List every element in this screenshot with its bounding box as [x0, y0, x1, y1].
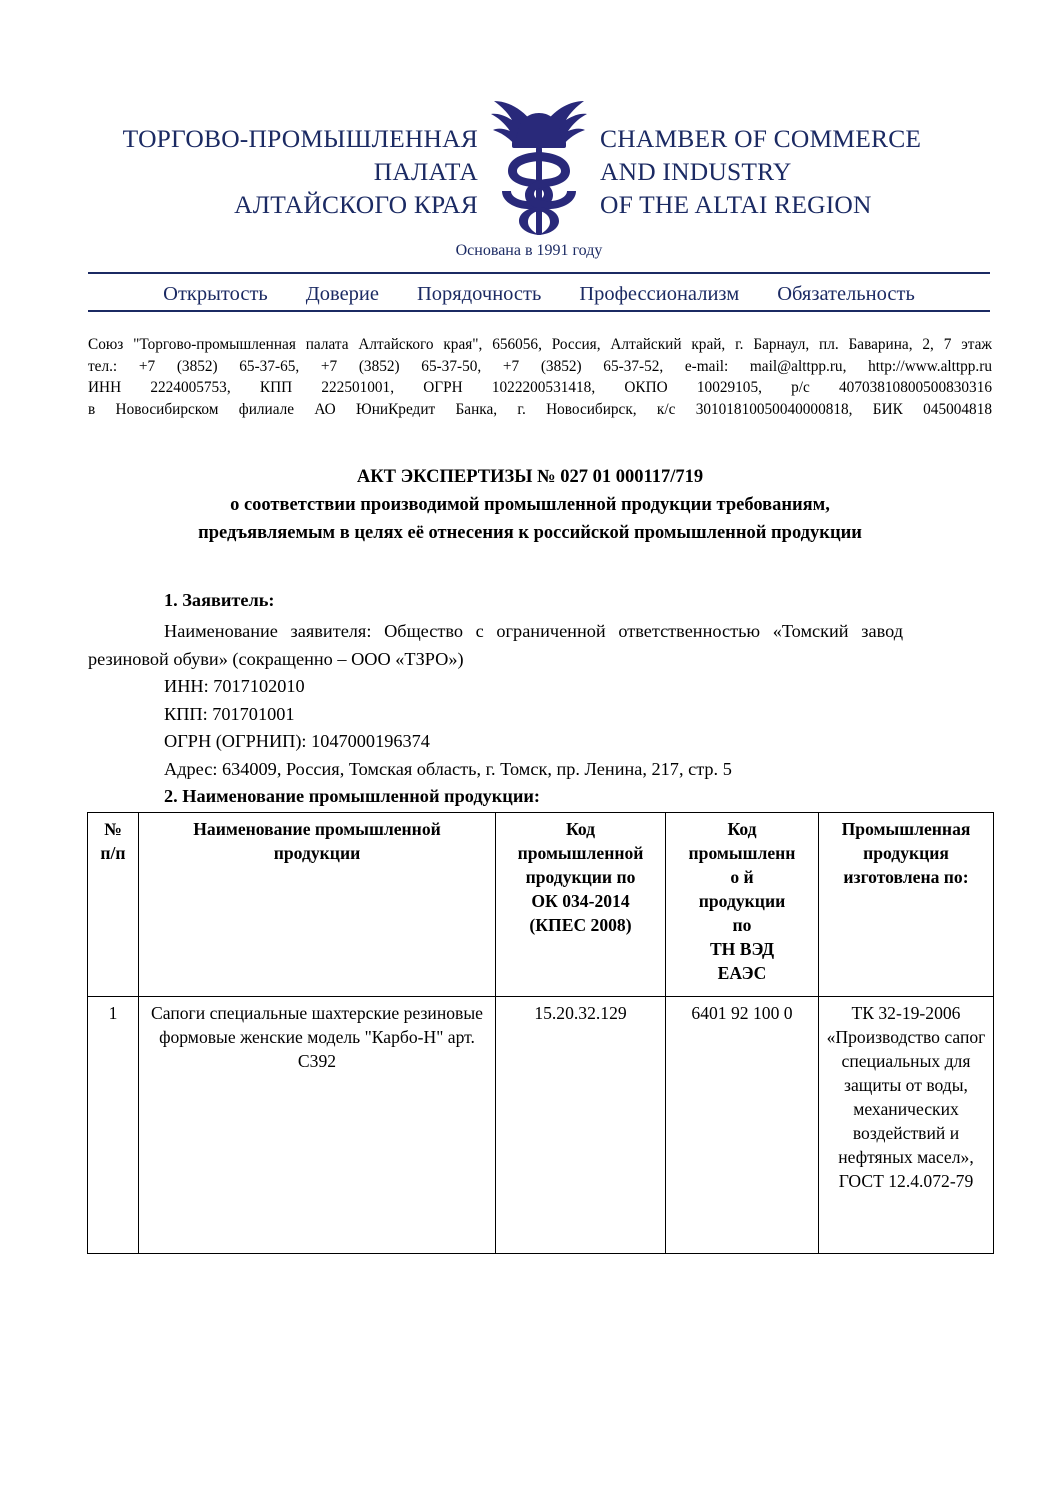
- letterhead: [88, 95, 990, 240]
- motto-item-professionalism: Профессионализм: [579, 282, 740, 305]
- letterhead-russian-name: [88, 95, 488, 221]
- column-header-tnved-code-line-6: ТН ВЭД: [709, 939, 775, 959]
- column-header-ok-code-line-1: Код: [565, 819, 596, 839]
- letterhead-ru-line-2: ПАЛАТА: [373, 157, 478, 186]
- column-header-tnved-code-line-1: Код: [727, 819, 757, 839]
- column-header-number-line-2: п/п: [100, 843, 126, 863]
- letterhead-en-line-2: AND INDUSTRY: [600, 157, 792, 186]
- column-header-ok-code-line-5: (КПЕС 2008): [529, 915, 632, 935]
- letterhead-en-line-3: OF THE ALTAI REGION: [600, 190, 872, 219]
- column-header-tnved-code-line-5: по: [732, 915, 752, 935]
- column-header-manufactured-per-line-2: продукция: [863, 843, 949, 863]
- contact-line-phone-email: тел.: +7 (3852) 65-37-65, +7 (3852) 65-37-50, +7 (3852) 65-37-52, e-mail: mail@alttpp.ru, http://www.alttpp.ru: [88, 357, 992, 375]
- letterhead-divider-bottom: [88, 310, 990, 312]
- table-row: [88, 997, 994, 1254]
- section-2-heading: 2. Наименование промышленной продукции:: [164, 786, 540, 806]
- column-header-manufactured-per: [819, 813, 994, 997]
- column-header-tnved-code-line-3: о й: [730, 867, 754, 887]
- caduceus-emblem-icon: [488, 95, 590, 237]
- letterhead-ru-line-1: ТОРГОВО-ПРОМЫШЛЕННАЯ: [122, 124, 478, 153]
- motto-item-trust: Доверие: [305, 282, 379, 305]
- column-header-manufactured-per-line-1: Промышленная: [841, 819, 971, 839]
- applicant-kpp: КПП: 701701001: [164, 703, 295, 724]
- column-header-product-name-line-1: Наименование промышленной: [193, 819, 441, 839]
- motto-item-integrity: Порядочность: [417, 282, 542, 305]
- cell-tnved-code: 6401 92 100 0: [666, 997, 819, 1254]
- motto-bar: [88, 279, 990, 309]
- column-header-manufactured-per-line-3: изготовлена по:: [843, 867, 969, 887]
- letterhead-en-line-1: CHAMBER OF COMMERCE: [600, 124, 922, 153]
- column-header-ok-code-line-4: ОК 034-2014: [531, 891, 630, 911]
- column-header-tnved-code-line-2: промышленн: [688, 843, 796, 863]
- column-header-number: [88, 813, 139, 997]
- column-header-ok-code-line-2: промышленной: [517, 843, 644, 863]
- cell-row-number: 1: [88, 997, 139, 1254]
- column-header-tnved-code-line-4: продукции: [698, 891, 786, 911]
- letterhead-english-name: [590, 95, 990, 221]
- applicant-inn: ИНН: 7017102010: [164, 676, 305, 696]
- founded-year-text: Основана в 1991 году: [455, 242, 603, 259]
- applicant-details: [164, 673, 732, 783]
- applicant-full-name: Наименование заявителя: Общество с ограниченной ответственностью «Томский завод резиновой обуви» (сокращенно – ООО «ТЗРО»): [88, 621, 903, 669]
- document-title-line-1: АКТ ЭКСПЕРТИЗЫ № 027 01 000117/719: [356, 467, 704, 487]
- applicant-ogrn: ОГРН (ОГРНИП): 1047000196374: [164, 731, 430, 751]
- applicant-address: Адрес: 634009, Россия, Томская область, г. Томск, пр. Ленина, 217, стр. 5: [164, 758, 732, 779]
- contact-block: [88, 334, 992, 420]
- document-title-line-3: предъявляемым в целях её отнесения к российской промышленной продукции: [198, 523, 862, 543]
- table-header-row: [88, 813, 994, 997]
- motto-item-openness: Открытость: [163, 282, 268, 305]
- cell-manufactured-per: ТК 32-19-2006 «Производство сапог специальных для защиты от воды, механических воздействий и нефтяных масел», ГОСТ 12.4.072-79: [819, 997, 994, 1254]
- cell-ok-code: 15.20.32.129: [496, 997, 666, 1254]
- column-header-product-name-line-2: продукции: [273, 843, 361, 863]
- column-header-tnved-code: [666, 813, 819, 997]
- motto-item-commitment: Обязательность: [777, 282, 915, 305]
- cell-product-name: Сапоги специальные шахтерские резиновые формовые женские модель "Карбо-Н" арт. С392: [139, 997, 496, 1254]
- letterhead-divider-top: [88, 272, 990, 274]
- column-header-tnved-code-line-7: ЕАЭС: [717, 963, 767, 983]
- document-title-line-2: о соответствии производимой промышленной продукции требованиям,: [230, 495, 830, 515]
- column-header-ok-code-line-3: продукции по: [525, 867, 636, 887]
- contact-line-registration-codes: ИНН 2224005753, КПП 222501001, ОГРН 1022200531418, ОКПО 10029105, р/с 40703810800500830316: [88, 379, 992, 396]
- contact-line-bank: в Новосибирском филиале АО ЮниКредит Банка, г. Новосибирск, к/с 30101810050040000818, БИК 045004818: [88, 400, 992, 418]
- contact-line-address: Союз "Торгово-промышленная палата Алтайского края", 656056, Россия, Алтайский край, г. Барнаул, пл. Баварина, 2, 7 этаж: [88, 336, 992, 353]
- column-header-number-line-1: №: [104, 819, 122, 839]
- document-title: [140, 463, 920, 547]
- column-header-product-name: [139, 813, 496, 997]
- section-1-heading: 1. Заявитель:: [164, 590, 275, 610]
- product-table: [87, 812, 994, 1254]
- column-header-ok-code: [496, 813, 666, 997]
- letterhead-ru-line-3: АЛТАЙСКОГО КРАЯ: [234, 190, 478, 219]
